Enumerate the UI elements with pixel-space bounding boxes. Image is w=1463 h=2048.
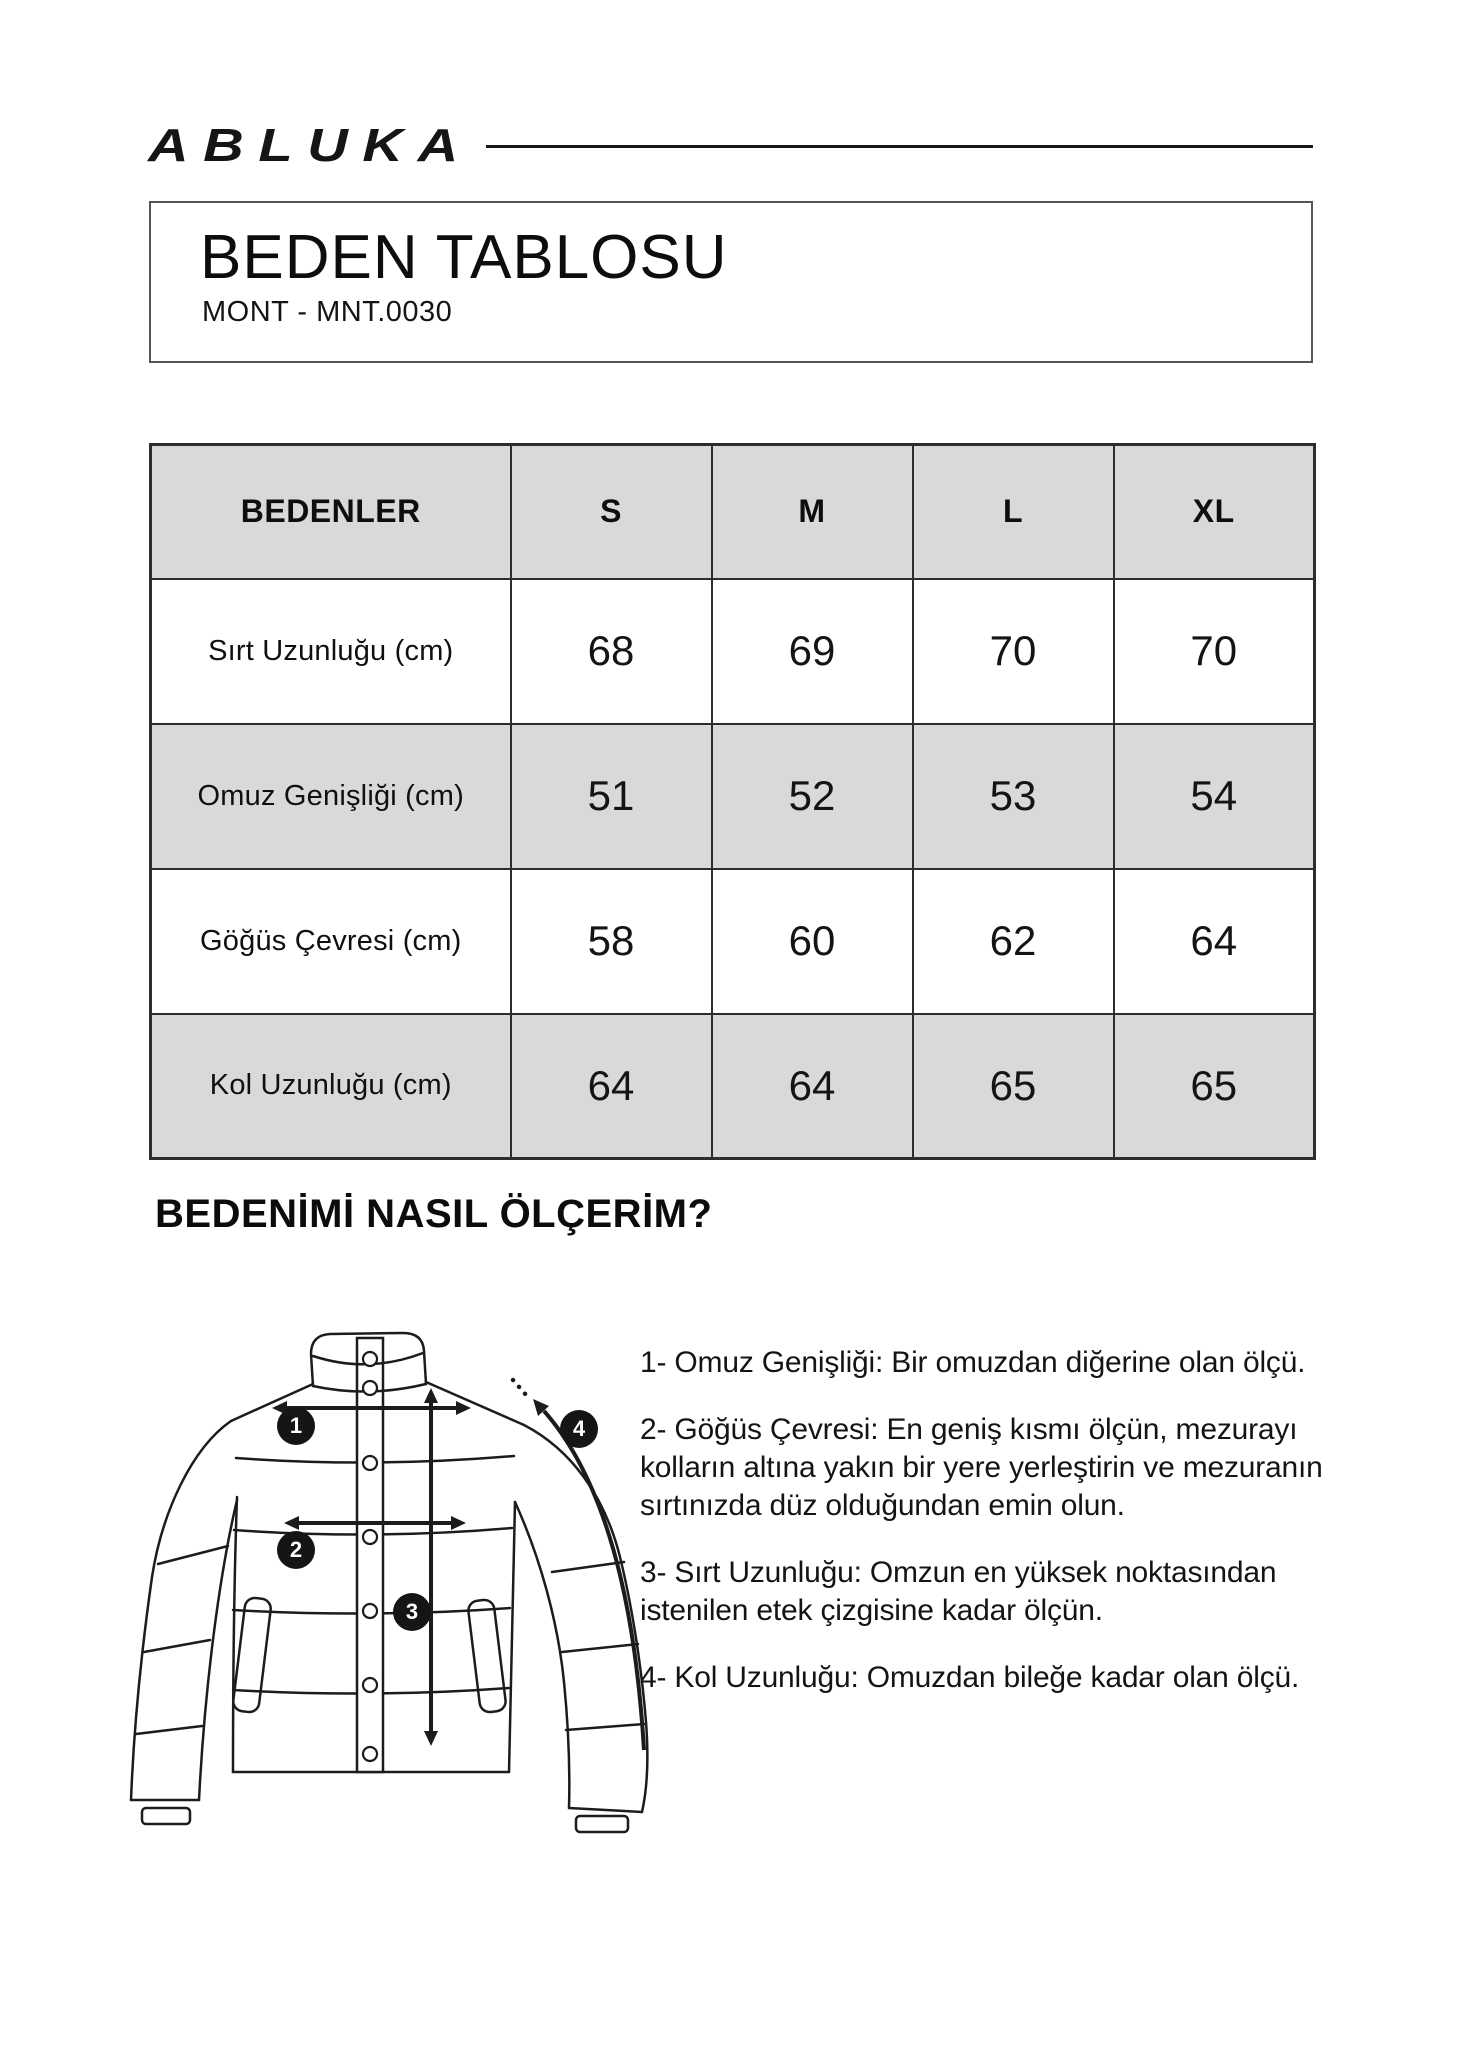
table-header-row xyxy=(151,445,1315,579)
size-value: 69 xyxy=(712,579,913,724)
column-header-l: L xyxy=(913,445,1114,579)
measurement-label: Omuz Genişliği (cm) xyxy=(151,724,511,869)
column-header-xl: XL xyxy=(1114,445,1315,579)
size-value: 62 xyxy=(913,869,1114,1014)
measure-instructions xyxy=(640,1344,1380,1726)
size-value: 70 xyxy=(1114,579,1315,724)
product-code: MONT - MNT.0030 xyxy=(202,296,453,329)
column-header-bedenler: BEDENLER xyxy=(151,445,511,579)
page-title: BEDEN TABLOSU xyxy=(200,223,728,292)
column-header-s: S xyxy=(511,445,712,579)
jacket-diagram xyxy=(100,1322,660,1850)
size-value: 58 xyxy=(511,869,712,1014)
marker-badge-1: 1 xyxy=(277,1407,315,1445)
measure-section-heading: BEDENİMİ NASIL ÖLÇERİM? xyxy=(155,1192,713,1236)
table-row xyxy=(151,724,1315,869)
size-value: 65 xyxy=(913,1014,1114,1159)
table-row xyxy=(151,579,1315,724)
size-value: 53 xyxy=(913,724,1114,869)
marker-badge-3: 3 xyxy=(393,1593,431,1631)
size-value: 64 xyxy=(712,1014,913,1159)
size-value: 70 xyxy=(913,579,1114,724)
instruction-item: 4- Kol Uzunluğu: Omuzdan bileğe kadar olan ölçü. xyxy=(640,1661,1300,1694)
right-pocket xyxy=(467,1599,506,1713)
measurement-label: Kol Uzunluğu (cm) xyxy=(151,1014,511,1159)
size-value: 51 xyxy=(511,724,712,869)
size-value: 64 xyxy=(1114,869,1315,1014)
instruction-item: 1- Omuz Genişliği: Bir omuzdan diğerine olan ölçü. xyxy=(640,1346,1306,1379)
size-value: 65 xyxy=(1114,1014,1315,1159)
size-table xyxy=(149,443,1316,1160)
marker-badge-4: 4 xyxy=(560,1410,598,1448)
measurement-label: Sırt Uzunluğu (cm) xyxy=(151,579,511,724)
instruction-item: 3- Sırt Uzunluğu: Omzun en yüksek noktasından istenilen etek çizgisine kadar ölçün. xyxy=(640,1556,1277,1627)
table-row xyxy=(151,869,1315,1014)
title-box xyxy=(149,201,1313,363)
size-value: 52 xyxy=(712,724,913,869)
size-value: 64 xyxy=(511,1014,712,1159)
measurement-label: Göğüs Çevresi (cm) xyxy=(151,869,511,1014)
size-value: 68 xyxy=(511,579,712,724)
size-value: 54 xyxy=(1114,724,1315,869)
size-value: 60 xyxy=(712,869,913,1014)
instruction-item: 2- Göğüs Çevresi: En geniş kısmı ölçün, mezurayı kolların altına yakın bir yere yerleştirin ve mezuranın sırtınızda düz olduğundan emin olun. xyxy=(640,1413,1323,1522)
column-header-m: M xyxy=(712,445,913,579)
jacket-illustration xyxy=(100,1322,660,1850)
marker-badge-2: 2 xyxy=(277,1531,315,1569)
button-placket xyxy=(357,1338,383,1772)
table-row xyxy=(151,1014,1315,1159)
left-pocket xyxy=(232,1597,272,1713)
brand-logo: ABLUKA xyxy=(148,119,473,171)
header-divider-line xyxy=(486,145,1313,148)
